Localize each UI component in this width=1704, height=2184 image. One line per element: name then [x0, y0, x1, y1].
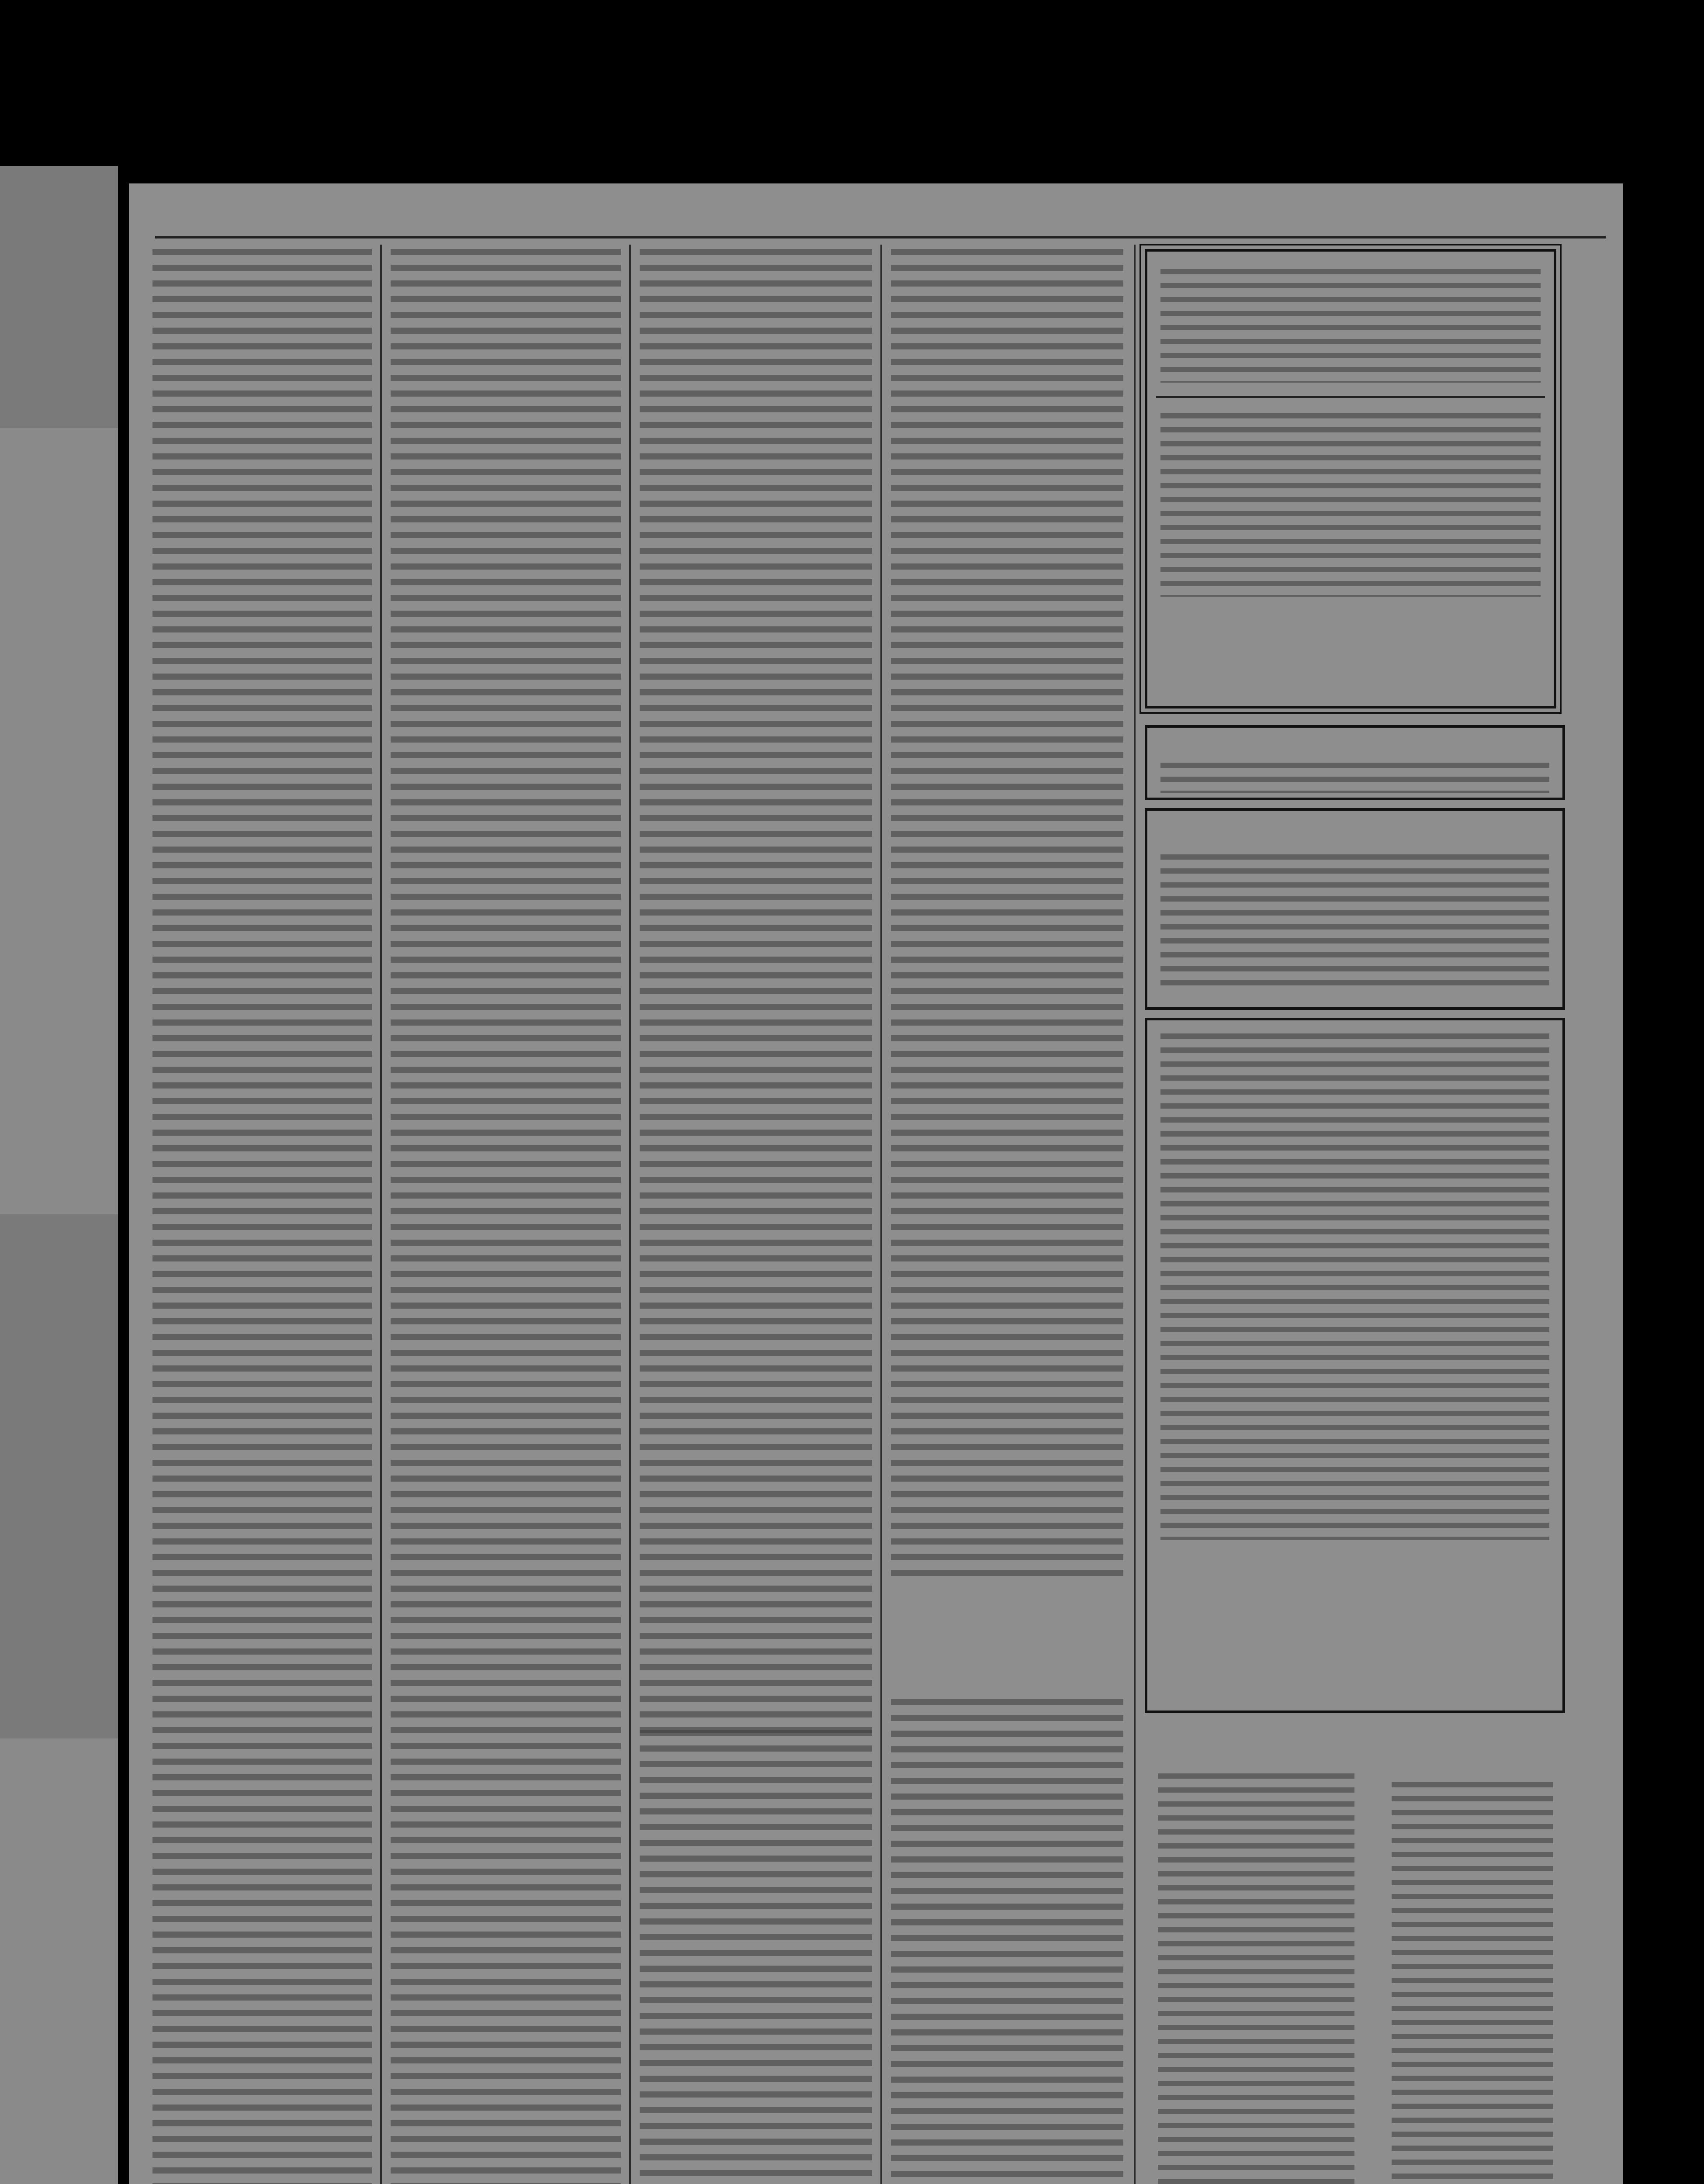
left-page-text-block — [0, 428, 118, 1214]
column-text — [891, 1699, 1123, 2184]
column-text — [152, 249, 372, 2184]
ad-box — [1145, 249, 1556, 708]
ad-text — [1160, 1033, 1549, 1540]
ad-text — [1392, 1782, 1553, 2184]
ad-box — [1145, 1721, 1368, 2184]
ad-text — [1160, 269, 1541, 383]
column-text — [640, 249, 872, 1734]
ad-box — [1145, 725, 1565, 800]
ad-text — [1160, 413, 1541, 597]
column-rule — [1134, 245, 1136, 2184]
page-header — [155, 201, 1606, 238]
newspaper-page — [129, 183, 1623, 2184]
text-column-4 — [885, 245, 1129, 2184]
text-column-3 — [634, 245, 878, 2184]
ad-box — [1145, 1018, 1565, 1713]
ad-text — [1160, 854, 1549, 994]
column-text — [391, 249, 621, 2184]
ad-text — [1160, 763, 1549, 793]
column-text — [891, 249, 1123, 1581]
ad-box — [1378, 1721, 1566, 2184]
text-column-1 — [146, 245, 378, 2184]
column-rule — [380, 245, 382, 2184]
ad-text — [1158, 1773, 1354, 2184]
ad-divider — [1156, 396, 1545, 398]
ad-box — [1145, 808, 1565, 1010]
column-rule — [880, 245, 882, 2184]
column-rule — [629, 245, 631, 2184]
left-page-text-block — [0, 1738, 118, 2184]
column-text — [640, 1730, 872, 2184]
left-page-strip — [0, 166, 118, 2184]
text-column-2 — [384, 245, 627, 2184]
